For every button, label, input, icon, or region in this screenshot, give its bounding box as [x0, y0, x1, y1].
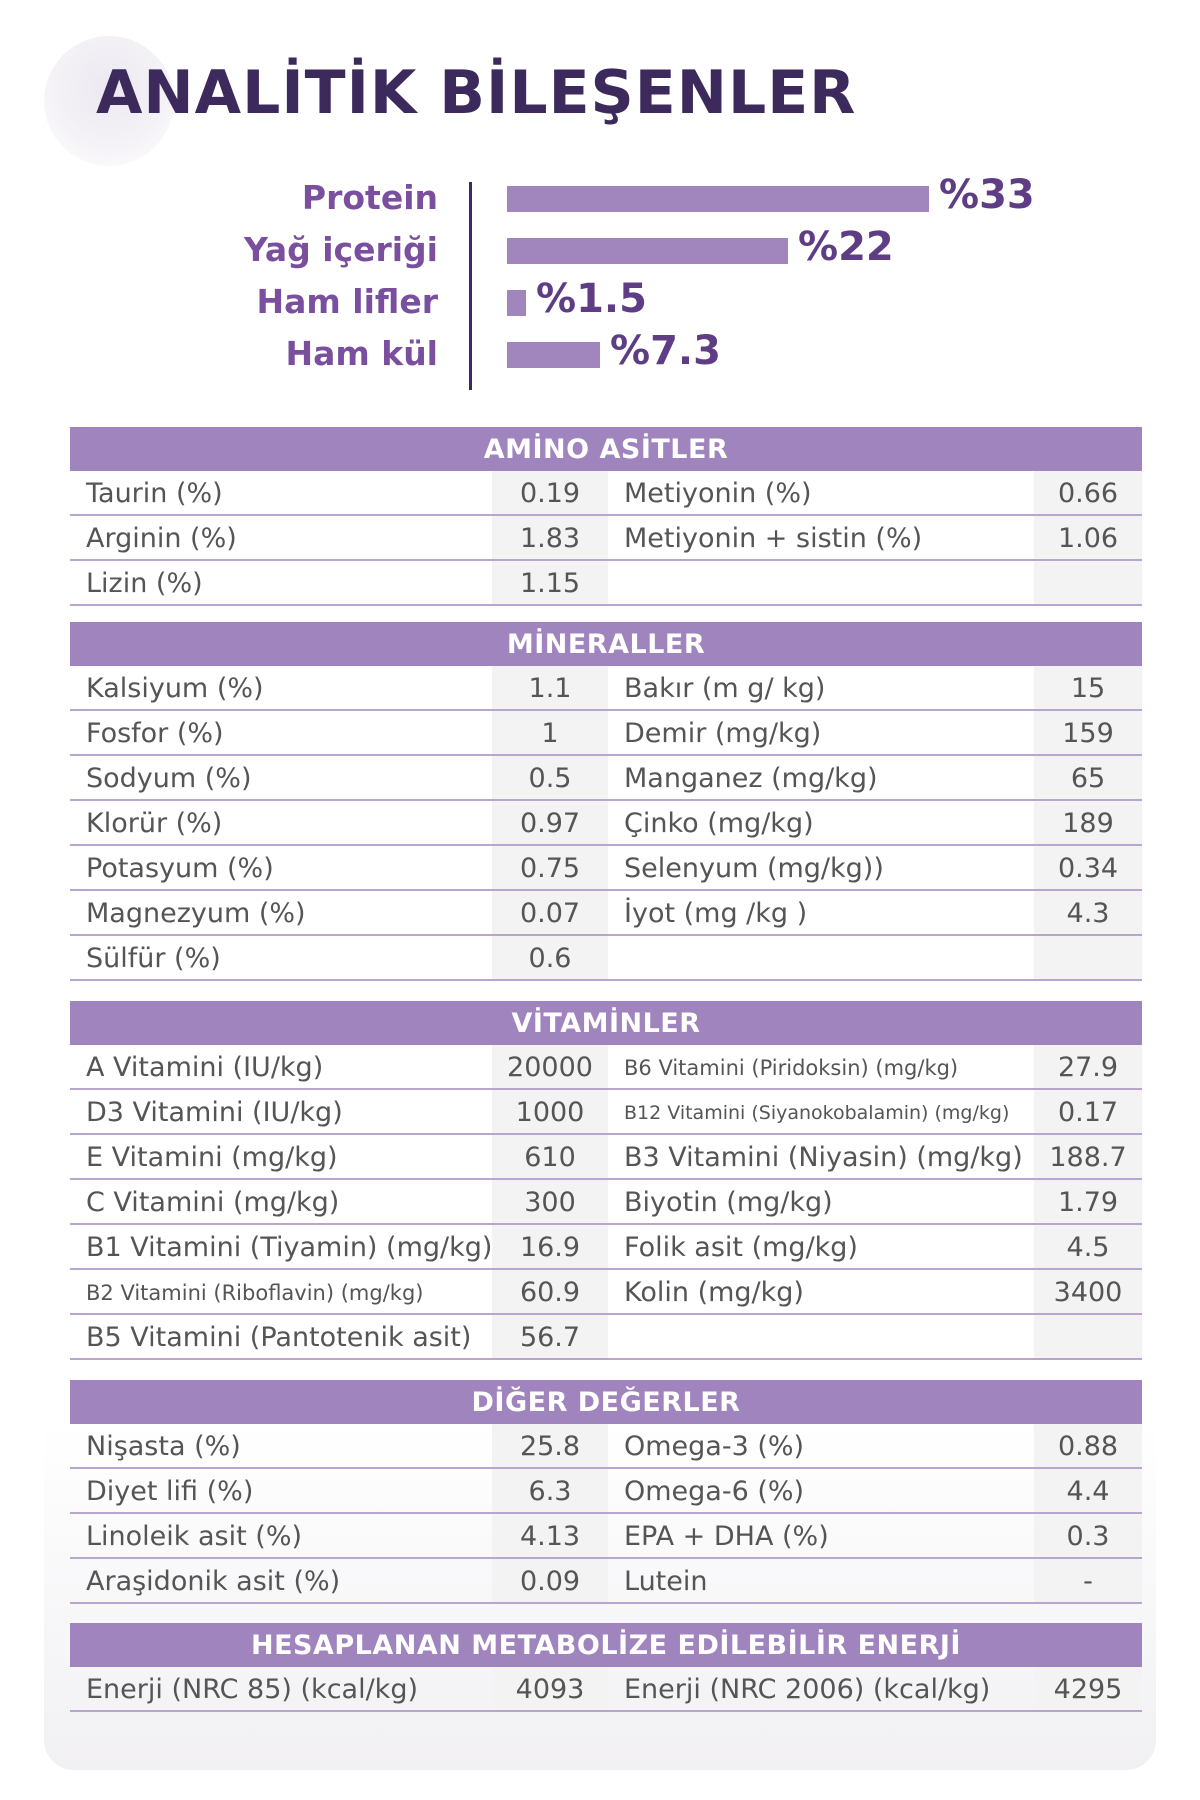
summary-label: Ham lifler	[256, 282, 438, 321]
nutrient-name	[608, 1315, 1034, 1358]
summary-bar	[507, 238, 788, 264]
nutrient-value: 60.9	[492, 1270, 608, 1313]
nutrient-name: B6 Vitamini (Piridoksin) (mg/kg)	[624, 1056, 959, 1080]
section-header: HESAPLANAN METABOLİZE EDİLEBİLİR ENERJİ	[70, 1623, 1142, 1667]
table-row	[70, 1135, 1142, 1180]
section-header: AMİNO ASİTLER	[70, 427, 1142, 471]
nutrient-value: 189	[1034, 801, 1142, 844]
nutrient-name: Linoleik asit (%)	[86, 1521, 303, 1552]
nutrient-name: Omega-6 (%)	[624, 1476, 805, 1507]
nutrient-value: 3400	[1034, 1270, 1142, 1313]
nutrient-name: Bakır (m g/ kg)	[624, 673, 826, 704]
nutrient-name	[608, 561, 1034, 604]
nutrient-value: 65	[1034, 756, 1142, 799]
nutrient-value: 4093	[492, 1667, 608, 1710]
nutrient-value: 4.4	[1034, 1469, 1142, 1512]
table-row	[70, 1514, 1142, 1559]
nutrient-name: D3 Vitamini (IU/kg)	[86, 1097, 343, 1128]
nutrient-name: Biyotin (mg/kg)	[624, 1187, 833, 1218]
table-row	[70, 1315, 1142, 1360]
nutrient-value: 0.97	[492, 801, 608, 844]
nutrient-name: Magnezyum (%)	[86, 898, 306, 929]
nutrient-value: 1	[492, 711, 608, 754]
nutrient-name: Lizin (%)	[86, 568, 203, 599]
nutrient-name: Lutein	[624, 1566, 708, 1597]
nutrient-name: Fosfor (%)	[86, 718, 224, 749]
nutrient-value: 4.3	[1034, 891, 1142, 934]
nutrient-value: 0.17	[1034, 1090, 1142, 1133]
table-row	[70, 1090, 1142, 1135]
nutrient-value: 300	[492, 1180, 608, 1223]
table-row	[70, 1667, 1142, 1712]
nutrient-name: C Vitamini (mg/kg)	[86, 1187, 340, 1218]
nutrient-value: 4.13	[492, 1514, 608, 1557]
summary-row	[0, 172, 1200, 218]
nutrient-name: Kolin (mg/kg)	[624, 1277, 804, 1308]
summary-value: %7.3	[610, 328, 721, 374]
table-row	[70, 1225, 1142, 1270]
table-row	[70, 711, 1142, 756]
table-section	[70, 427, 1142, 606]
summary-bar	[507, 186, 929, 212]
summary-row	[0, 224, 1200, 270]
table-row	[70, 561, 1142, 606]
nutrient-name: E Vitamini (mg/kg)	[86, 1142, 338, 1173]
nutrient-value: 159	[1034, 711, 1142, 754]
nutrient-name: EPA + DHA (%)	[624, 1521, 829, 1552]
summary-bar	[507, 290, 526, 316]
table-row	[70, 666, 1142, 711]
summary-row	[0, 328, 1200, 374]
nutrient-name: B1 Vitamini (Tiyamin) (mg/kg)	[86, 1232, 492, 1263]
table-row	[70, 1559, 1142, 1604]
nutrient-name: B5 Vitamini (Pantotenik asit)	[86, 1322, 472, 1353]
table-row	[70, 1270, 1142, 1315]
nutrient-name: Nişasta (%)	[86, 1431, 241, 1462]
table-section	[70, 622, 1142, 981]
nutrient-name: Kalsiyum (%)	[86, 673, 264, 704]
nutrient-value: 15	[1034, 666, 1142, 709]
summary-value: %33	[939, 172, 1035, 218]
nutrient-name: Omega-3 (%)	[624, 1431, 805, 1462]
section-header: VİTAMİNLER	[70, 1001, 1142, 1045]
nutrient-name: Metiyonin + sistin (%)	[624, 523, 923, 554]
nutrient-value: 25.8	[492, 1424, 608, 1467]
table-row	[70, 516, 1142, 561]
nutrient-value	[1034, 1315, 1142, 1358]
nutrient-name	[608, 936, 1034, 979]
nutrient-name: B3 Vitamini (Niyasin) (mg/kg)	[624, 1142, 1023, 1173]
nutrient-value: 0.66	[1034, 471, 1142, 514]
summary-label: Yağ içeriği	[243, 230, 438, 269]
nutrient-value: 6.3	[492, 1469, 608, 1512]
table-row	[70, 756, 1142, 801]
nutrient-name: Enerji (NRC 85) (kcal/kg)	[86, 1674, 418, 1705]
page-title: ANALİTİK BİLEŞENLER	[96, 58, 857, 128]
nutrient-name: Klorür (%)	[86, 808, 223, 839]
section-header: MİNERALLER	[70, 622, 1142, 666]
table-row	[70, 891, 1142, 936]
nutrient-name: A Vitamini (IU/kg)	[86, 1052, 324, 1083]
nutrient-value: 0.3	[1034, 1514, 1142, 1557]
table-section	[70, 1380, 1142, 1604]
nutrient-value: 188.7	[1034, 1135, 1142, 1178]
nutrient-name: Demir (mg/kg)	[624, 718, 822, 749]
nutrient-value: 0.19	[492, 471, 608, 514]
nutrient-value: 20000	[492, 1045, 608, 1088]
table-row	[70, 1469, 1142, 1514]
summary-label: Ham kül	[285, 334, 438, 373]
nutrient-value: 1.79	[1034, 1180, 1142, 1223]
nutrient-name: Metiyonin (%)	[624, 478, 812, 509]
table-row	[70, 936, 1142, 981]
nutrient-value: 1.83	[492, 516, 608, 559]
nutrient-name: Sodyum (%)	[86, 763, 252, 794]
summary-bars	[0, 172, 1200, 388]
summary-value: %22	[798, 224, 894, 270]
nutrient-value: 1000	[492, 1090, 608, 1133]
nutrient-name: İyot (mg /kg )	[624, 898, 808, 929]
nutrient-name: B2 Vitamini (Riboflavin) (mg/kg)	[86, 1281, 424, 1305]
nutrient-value	[1034, 561, 1142, 604]
nutrient-value: 0.5	[492, 756, 608, 799]
nutrient-value: 0.07	[492, 891, 608, 934]
nutrient-name: Araşidonik asit (%)	[86, 1566, 341, 1597]
nutrient-name: Çinko (mg/kg)	[624, 808, 814, 839]
table-row	[70, 471, 1142, 516]
nutrient-value: 1.06	[1034, 516, 1142, 559]
nutrient-value: 610	[492, 1135, 608, 1178]
nutrient-name: Potasyum (%)	[86, 853, 274, 884]
nutrient-name: Sülfür (%)	[86, 943, 221, 974]
nutrient-name: Enerji (NRC 2006) (kcal/kg)	[624, 1674, 991, 1705]
nutrient-value: 1.1	[492, 666, 608, 709]
nutrient-name: Diyet lifi (%)	[86, 1476, 254, 1507]
nutrient-value: 56.7	[492, 1315, 608, 1358]
nutrient-name: Folik asit (mg/kg)	[624, 1232, 858, 1263]
nutrient-value: -	[1034, 1559, 1142, 1602]
table-section	[70, 1001, 1142, 1360]
nutrient-value	[1034, 936, 1142, 979]
summary-label: Protein	[301, 178, 438, 217]
summary-row	[0, 276, 1200, 322]
nutrient-value: 0.88	[1034, 1424, 1142, 1467]
nutrient-value: 0.34	[1034, 846, 1142, 889]
table-row	[70, 1424, 1142, 1469]
table-row	[70, 801, 1142, 846]
nutrient-value: 16.9	[492, 1225, 608, 1268]
table-row	[70, 1180, 1142, 1225]
nutrient-value: 1.15	[492, 561, 608, 604]
nutrient-value: 0.75	[492, 846, 608, 889]
table-row	[70, 1045, 1142, 1090]
table-row	[70, 846, 1142, 891]
nutrient-name: B12 Vitamini (Siyanokobalamin) (mg/kg)	[624, 1102, 1010, 1124]
nutrient-value: 27.9	[1034, 1045, 1142, 1088]
summary-value: %1.5	[536, 276, 647, 322]
nutrient-name: Selenyum (mg/kg))	[624, 853, 884, 884]
nutrient-value: 0.6	[492, 936, 608, 979]
table-section	[70, 1623, 1142, 1712]
nutrient-value: 4295	[1034, 1667, 1142, 1710]
summary-bar	[507, 342, 600, 368]
nutrient-value: 0.09	[492, 1559, 608, 1602]
nutrient-name: Manganez (mg/kg)	[624, 763, 878, 794]
nutrient-name: Taurin (%)	[86, 478, 223, 509]
section-header: DİĞER DEĞERLER	[70, 1380, 1142, 1424]
nutrient-name: Arginin (%)	[86, 523, 237, 554]
nutrient-value: 4.5	[1034, 1225, 1142, 1268]
